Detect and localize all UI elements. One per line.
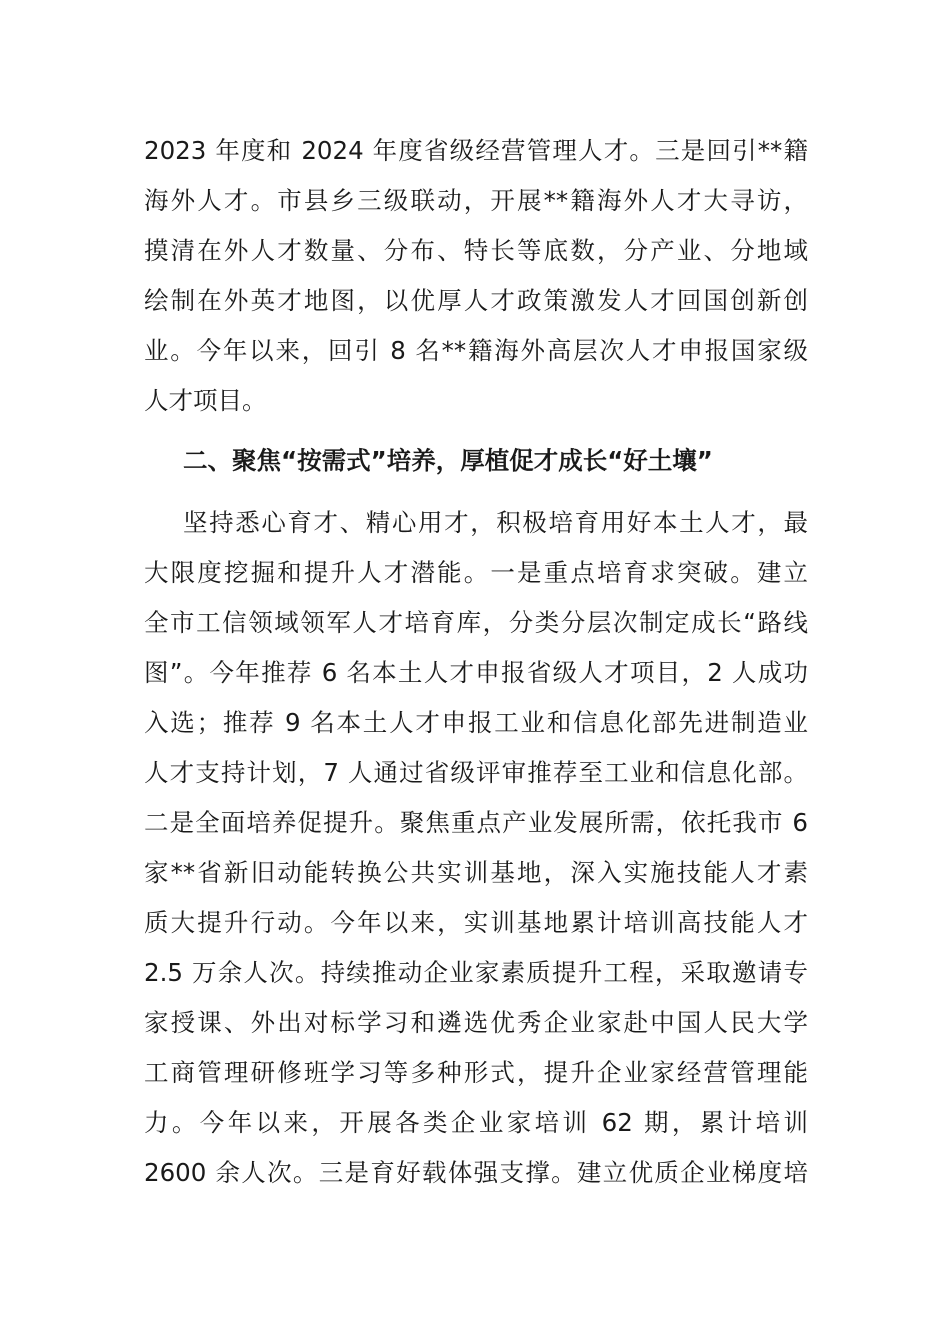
- body-text-line: 2.5 万余人次。持续推动企业家素质提升工程，采取邀请专: [144, 958, 808, 987]
- section-heading: 二、聚焦“按需式”培养，厚植促才成长“好土壤”: [183, 446, 713, 475]
- body-text-line: 入选；推荐 9 名本土人才申报工业和信息化部先进制造业: [144, 708, 808, 737]
- body-text-line: 2600 余人次。三是育好载体强支撑。建立优质企业梯度培: [144, 1158, 808, 1187]
- body-text-line: 业。今年以来，回引 8 名**籍海外高层次人才申报国家级: [144, 336, 808, 365]
- body-text-line: 2023 年度和 2024 年度省级经营管理人才。三是回引**籍: [144, 136, 808, 165]
- body-text-line: 坚持悉心育才、精心用才，积极培育用好本土人才，最: [183, 508, 808, 537]
- body-text-line: 工商管理研修班学习等多种形式，提升企业家经营管理能: [144, 1058, 808, 1087]
- body-text-line: 二是全面培养促提升。聚焦重点产业发展所需，依托我市 6: [144, 808, 808, 837]
- body-text-line: 大限度挖掘和提升人才潜能。一是重点培育求突破。建立: [144, 558, 808, 587]
- body-text-line: 家**省新旧动能转换公共实训基地，深入实施技能人才素: [144, 858, 808, 887]
- body-text-line: 人才项目。: [144, 386, 267, 415]
- body-text-line: 图”。今年推荐 6 名本土人才申报省级人才项目，2 人成功: [144, 658, 808, 687]
- body-text-line: 家授课、外出对标学习和遴选优秀企业家赴中国人民大学: [144, 1008, 808, 1037]
- body-text-line: 质大提升行动。今年以来，实训基地累计培训高技能人才: [144, 908, 808, 937]
- body-text-line: 绘制在外英才地图，以优厚人才政策激发人才回国创新创: [144, 286, 808, 315]
- body-text-line: 摸清在外人才数量、分布、特长等底数，分产业、分地域: [144, 236, 808, 265]
- body-text-line: 人才支持计划，7 人通过省级评审推荐至工业和信息化部。: [144, 758, 808, 787]
- body-text-line: 海外人才。市县乡三级联动，开展**籍海外人才大寻访，: [144, 186, 808, 215]
- body-text-line: 力。今年以来，开展各类企业家培训 62 期，累计培训: [144, 1108, 808, 1137]
- body-text-line: 全市工信领域领军人才培育库，分类分层次制定成长“路线: [144, 608, 808, 637]
